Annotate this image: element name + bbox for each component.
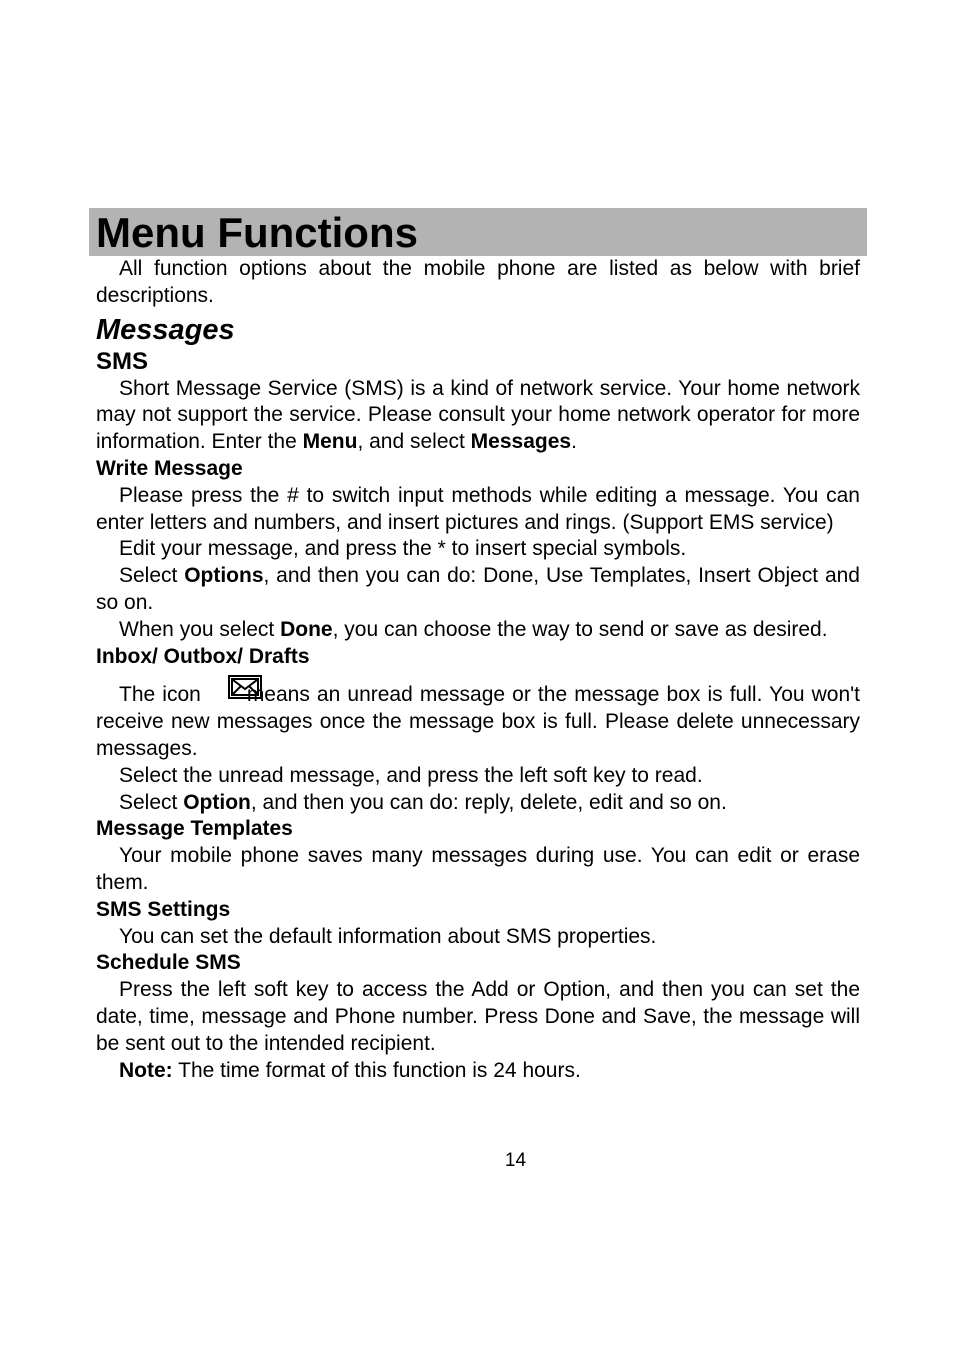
section-heading-messages: Messages bbox=[96, 313, 235, 346]
write-message-paragraph-2: Edit your message, and press the * to insert special symbols. bbox=[119, 537, 687, 561]
bold-term-option: Option bbox=[183, 790, 251, 814]
subsection-heading-sms: SMS bbox=[96, 347, 149, 375]
schedule-paragraph: Press the left soft key to access the Add or Option, and then you can set the date, time, message and Phone number. Press Done and Save, the message will be sent out to the intended recipient. bbox=[96, 978, 860, 1055]
sms-settings-paragraph: You can set the default information about SMS properties. bbox=[119, 924, 657, 948]
heading-sms-settings: SMS Settings bbox=[96, 897, 231, 921]
note-label: Note: bbox=[119, 1058, 173, 1082]
inbox-paragraph-1 bbox=[96, 675, 860, 762]
text-run: , and then you can do: Done, Use Templates, Insert Object and so on. bbox=[96, 564, 860, 614]
write-message-paragraph-3 bbox=[96, 563, 860, 617]
inbox-paragraph-2: Select the unread message, and press the left soft key to read. bbox=[119, 763, 703, 787]
write-message-paragraph-1: Please press the # to switch input methods while editing a message. You can enter letters and numbers, and insert pictures and rings. (Support EMS service) bbox=[96, 483, 860, 534]
intro-paragraph: All function options about the mobile phone are listed as below with brief descriptions. bbox=[96, 257, 860, 307]
text-run: . bbox=[571, 430, 577, 454]
text-run: When you select bbox=[119, 617, 281, 641]
page-content bbox=[96, 256, 860, 1084]
write-message-paragraph-4 bbox=[96, 617, 860, 644]
text-run: means an unread message or the message box is full. You won't receive new messages once the message box is full. Please delete unnecessary messages. bbox=[96, 683, 861, 760]
sms-paragraph bbox=[96, 376, 860, 456]
text-run: , and select bbox=[357, 430, 471, 454]
page-number: 14 bbox=[504, 1150, 527, 1171]
bold-term-menu: Menu bbox=[302, 430, 358, 454]
text-run: The icon bbox=[119, 683, 201, 707]
text-run: Select bbox=[119, 790, 184, 814]
note-text: The time format of this function is 24 hours. bbox=[172, 1058, 581, 1082]
page-title: Menu Functions bbox=[96, 209, 418, 256]
text-run: , and then you can do: reply, delete, edit and so on. bbox=[250, 790, 727, 814]
note-paragraph bbox=[96, 1058, 860, 1085]
text-run: Short Message Service (SMS) is a kind of network service. Your home network may not support the service. Please consult your home network operator for more information. Enter the bbox=[96, 376, 860, 454]
templates-paragraph: Your mobile phone saves many messages during use. You can edit or erase them. bbox=[96, 844, 860, 894]
text-run: Select bbox=[119, 564, 185, 588]
text-run: , you can choose the way to send or save as desired. bbox=[332, 617, 828, 641]
heading-inbox-outbox-drafts: Inbox/ Outbox/ Drafts bbox=[96, 644, 310, 668]
unread-message-icon bbox=[205, 675, 239, 699]
bold-term-options: Options bbox=[184, 564, 264, 588]
heading-schedule-sms: Schedule SMS bbox=[96, 951, 241, 975]
bold-term-done: Done bbox=[280, 617, 333, 641]
heading-write-message: Write Message bbox=[96, 456, 243, 480]
inbox-paragraph-3 bbox=[96, 790, 860, 817]
heading-message-templates: Message Templates bbox=[96, 817, 293, 841]
bold-term-messages: Messages bbox=[470, 430, 572, 454]
